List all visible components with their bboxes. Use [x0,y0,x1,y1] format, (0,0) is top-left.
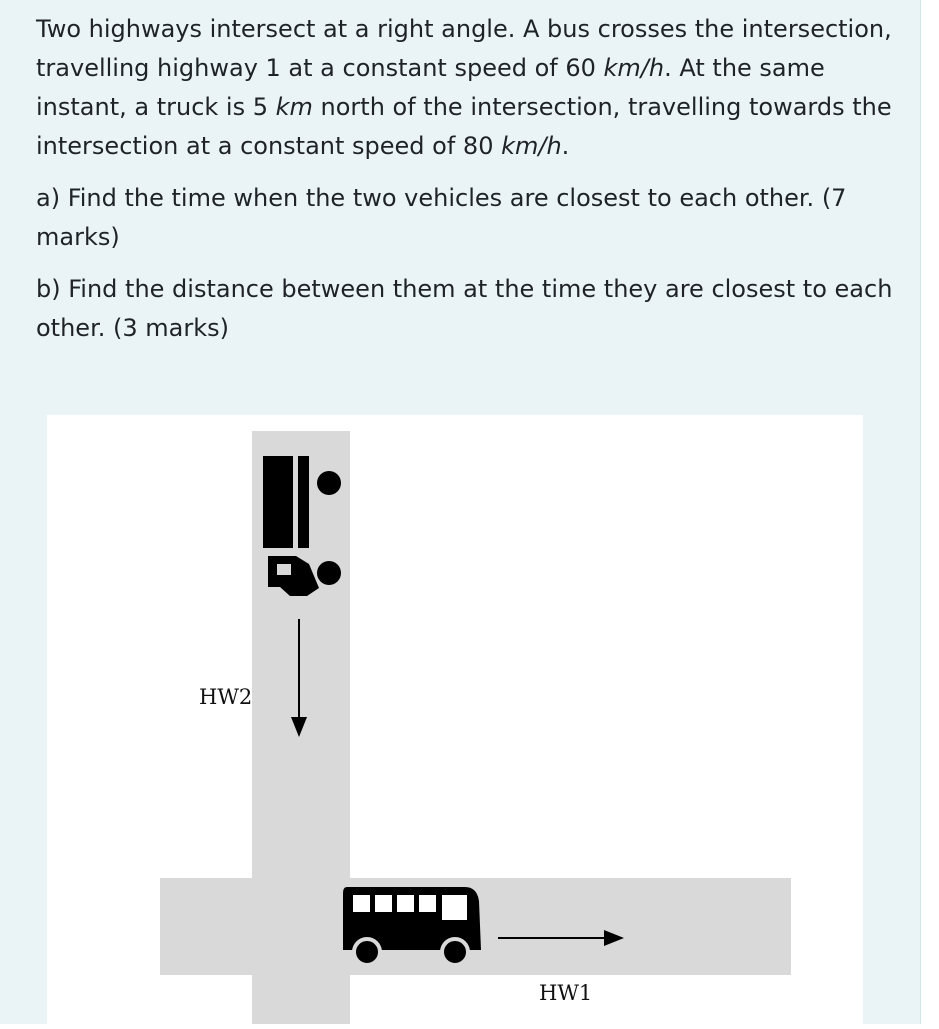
bus-speed-unit: km/h [603,54,665,82]
part-b-question: b) Find the distance between them at the time they are closest to each other. (3 marks) [36,275,893,342]
hw2-label: HW2 [199,685,253,709]
question-text [36,10,906,361]
distance-unit: km [275,93,313,121]
highway-diagram [47,415,863,1024]
highway-diagram-svg [47,415,863,1024]
problem-intro: Two highways intersect at a right angle. A bus crosses the intersection, travelling highway 1 at a constant speed of 60 km/h. At the same instant, a truck is 5 km north of the intersection, travelling towards the intersection at a constant speed of 80 km/h. [36,15,892,160]
truck-speed-unit: km/h [501,132,562,160]
hw1-label: HW1 [539,981,593,1005]
part-a-question: a) Find the time when the two vehicles are closest to each other. (7 marks) [36,184,847,251]
